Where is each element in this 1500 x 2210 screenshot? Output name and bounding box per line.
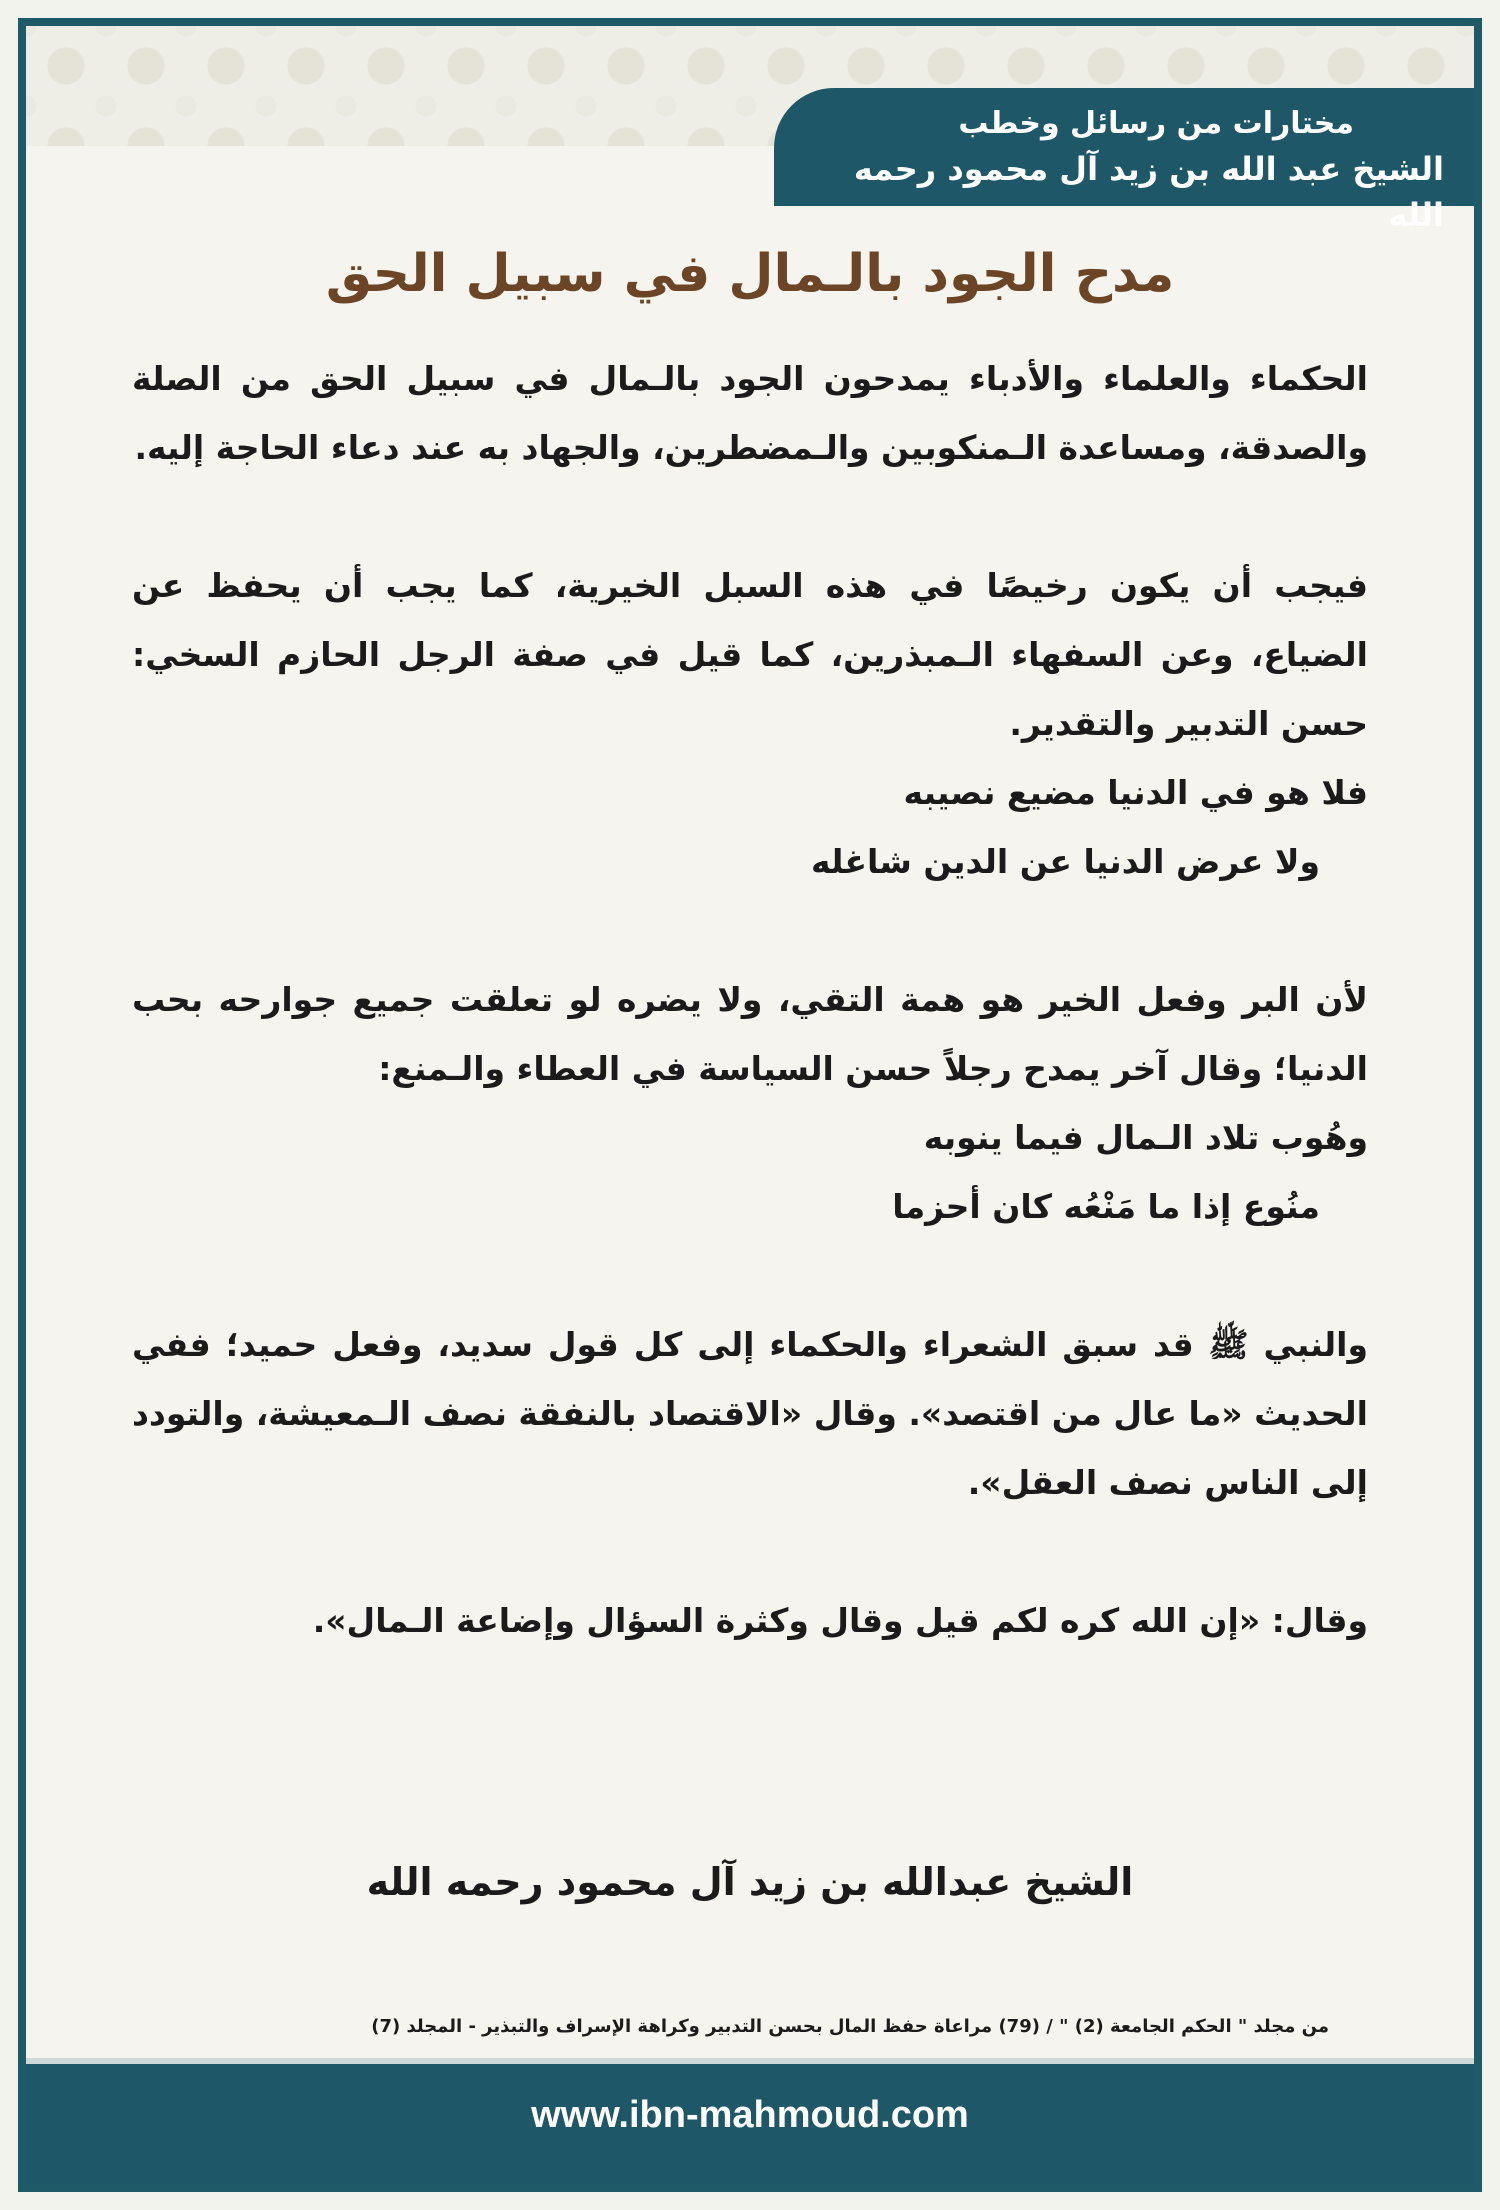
verse-2-first-hemistich: وهُوب تلاد الـمال فيما ينوبه xyxy=(923,1118,1368,1157)
paragraph-5: وقال: «إن الله كره لكم قيل وقال وكثرة السؤال وإضاعة الـمال». xyxy=(312,1601,1368,1640)
page-frame xyxy=(18,18,1482,2192)
verse-1-first-hemistich: فلا هو في الدنيا مضيع نصيبه xyxy=(903,773,1368,812)
paragraph-1: الحكماء والعلماء والأدباء يمدحون الجود بالـمال في سبيل الحق من الصلة والصدقة، ومساعدة الـمنكوبين والـمضطرين، والجهاد به عند دعاء الحاجة إليه. xyxy=(132,359,1368,467)
author-name: الشيخ عبد الله بن زيد آل محمود رحمه الله xyxy=(853,150,1444,234)
verse-1-second-hemistich: ولا عرض الدنيا عن الدين شاغله xyxy=(811,842,1320,881)
paragraph-4: والنبي ﷺ قد سبق الشعراء والحكماء إلى كل قول سديد، وفعل حميد؛ ففي الحديث «ما عال من اقتصد». وقال «الاقتصاد بالنفقة نصف الـمعيشة، والتودد إلى الناس نصف العقل». xyxy=(132,1325,1368,1502)
footer-bar xyxy=(26,2058,1474,2184)
header-banner xyxy=(774,88,1474,234)
paragraph-2: فيجب أن يكون رخيصًا في هذه السبل الخيرية، كما يجب أن يحفظ عن الضياع، وعن السفهاء الـمبذرين، كما قيل في صفة الرجل الحازم السخي: حسن التدبير والتقدير. xyxy=(132,566,1368,743)
source-citation: من مجلد " الحكم الجامعة (2) " / (79) مراعاة حفظ المال بحسن التدبير وكراهة الإسراف والتبذير - المجلد (7) xyxy=(371,2016,1329,2037)
paragraph-3: لأن البر وفعل الخير هو همة التقي، ولا يضره لو تعلقت جميع جوارحه بحب الدنيا؛ وقال آخر يمدح رجلاً حسن السياسة في العطاء والـمنع: xyxy=(132,980,1368,1088)
article-title: مدح الجود بالـمال في سبيل الحق xyxy=(325,244,1175,304)
article-body xyxy=(132,344,1368,1655)
verse-2-second-hemistich: منُوع إذا ما مَنْعُه كان أحزما xyxy=(892,1187,1320,1226)
website-link[interactable]: www.ibn-mahmoud.com xyxy=(531,2094,969,2136)
series-title: مختارات من رسائل وخطب xyxy=(958,106,1354,141)
signature: الشيخ عبدالله بن زيد آل محمود رحمه الله xyxy=(366,1860,1134,1904)
